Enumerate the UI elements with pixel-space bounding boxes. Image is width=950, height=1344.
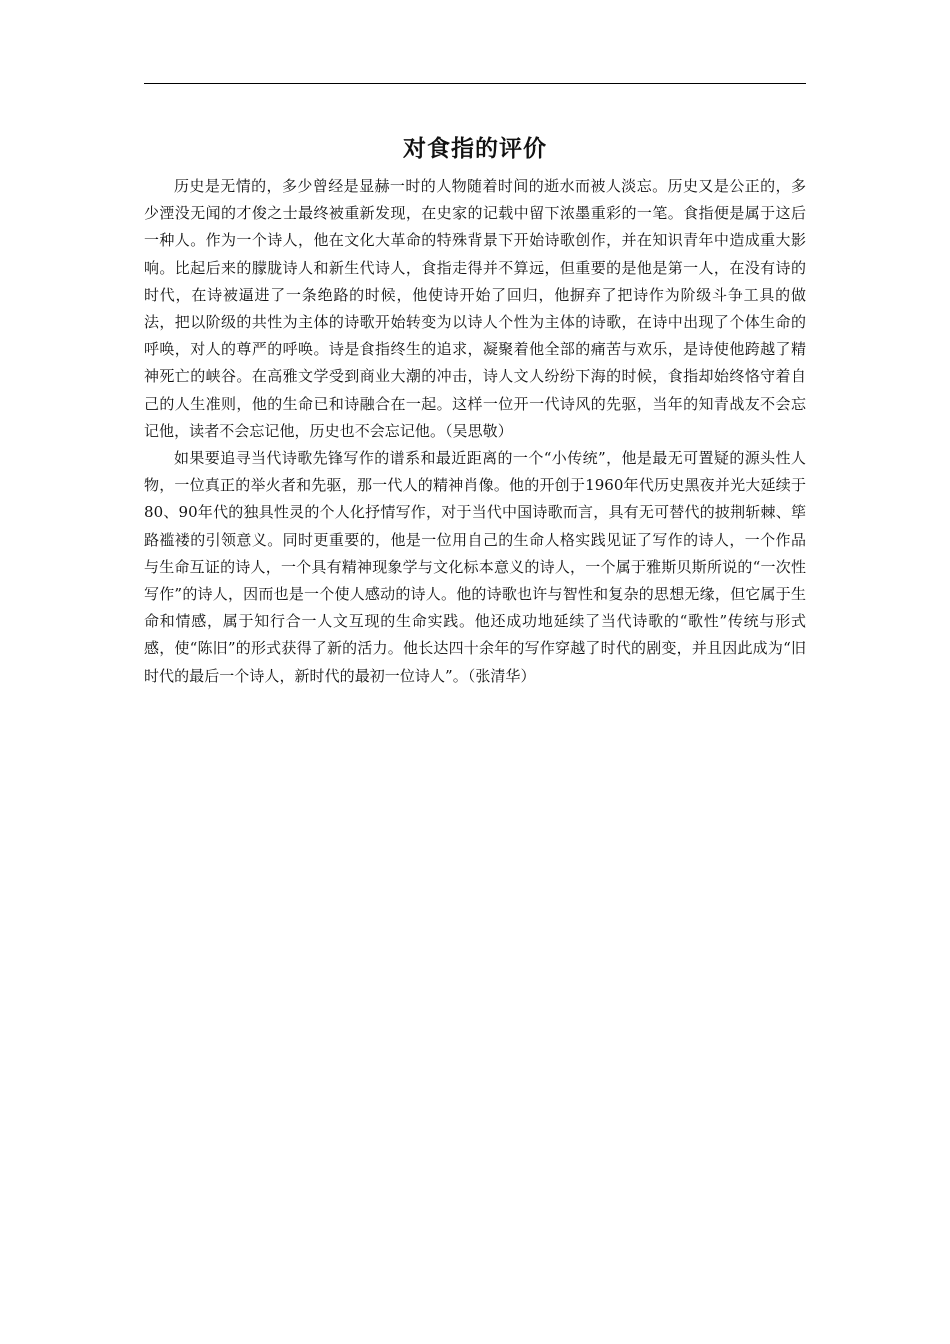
page-title: 对食指的评价: [403, 136, 547, 162]
header-rule: [144, 83, 806, 84]
paragraph-zhang-qinghua: 如果要追寻当代诗歌先锋写作的谱系和最近距离的一个“小传统”，他是最无可置疑的源头性人物，一位真正的举火者和先驱，那一代人的精神肖像。他的开创于1960年代历史黑夜并光大延续于80、90年代的独具性灵的个人化抒情写作，对于当代中国诗歌而言，具有无可替代的披荆斩棘、筚路褴褛的引领意义。同时更重要的，他是一位用自己的生命人格实践见证了写作的诗人，一个作品与生命互证的诗人，一个具有精神现象学与文化标本意义的诗人，一个属于雅斯贝斯所说的“一次性写作”的诗人，因而也是一个使人感动的诗人。他的诗歌也许与智性和复杂的思想无缘，但它属于生命和情感，属于知行合一人文互现的生命实践。他还成功地延续了当代诗歌的“歌性”传统与形式感，使“陈旧”的形式获得了新的活力。他长达四十余年的写作穿越了时代的剧变，并且因此成为“旧时代的最后一个诗人，新时代的最初一位诗人”。（张清华）: [144, 449, 806, 685]
paragraph-wu-sijing: 历史是无情的，多少曾经是显赫一时的人物随着时间的逝水而被人淡忘。历史又是公正的，多少湮没无闻的才俊之士最终被重新发现，在史家的记载中留下浓墨重彩的一笔。食指便是属于这后一种人。作为一个诗人，他在文化大革命的特殊背景下开始诗歌创作，并在知识青年中造成重大影响。比起后来的朦胧诗人和新生代诗人，食指走得并不算远，但重要的是他是第一人，在没有诗的时代，在诗被逼进了一条绝路的时候，他使诗开始了回归，他摒弃了把诗作为阶级斗争工具的做法，把以阶级的共性为主体的诗歌开始转变为以诗人个性为主体的诗歌，在诗中出现了个体生命的呼唤，对人的尊严的呼唤。诗是食指终生的追求，凝聚着他全部的痛苦与欢乐，是诗使他跨越了精神死亡的峡谷。在高雅文学受到商业大潮的冲击，诗人文人纷纷下海的时候，食指却始终恪守着自己的人生准则，他的生命已和诗融合在一起。这样一位开一代诗风的先驱，当年的知青战友不会忘记他，读者不会忘记他，历史也不会忘记他。（吴思敬）: [144, 177, 806, 440]
document-body: [144, 173, 806, 690]
